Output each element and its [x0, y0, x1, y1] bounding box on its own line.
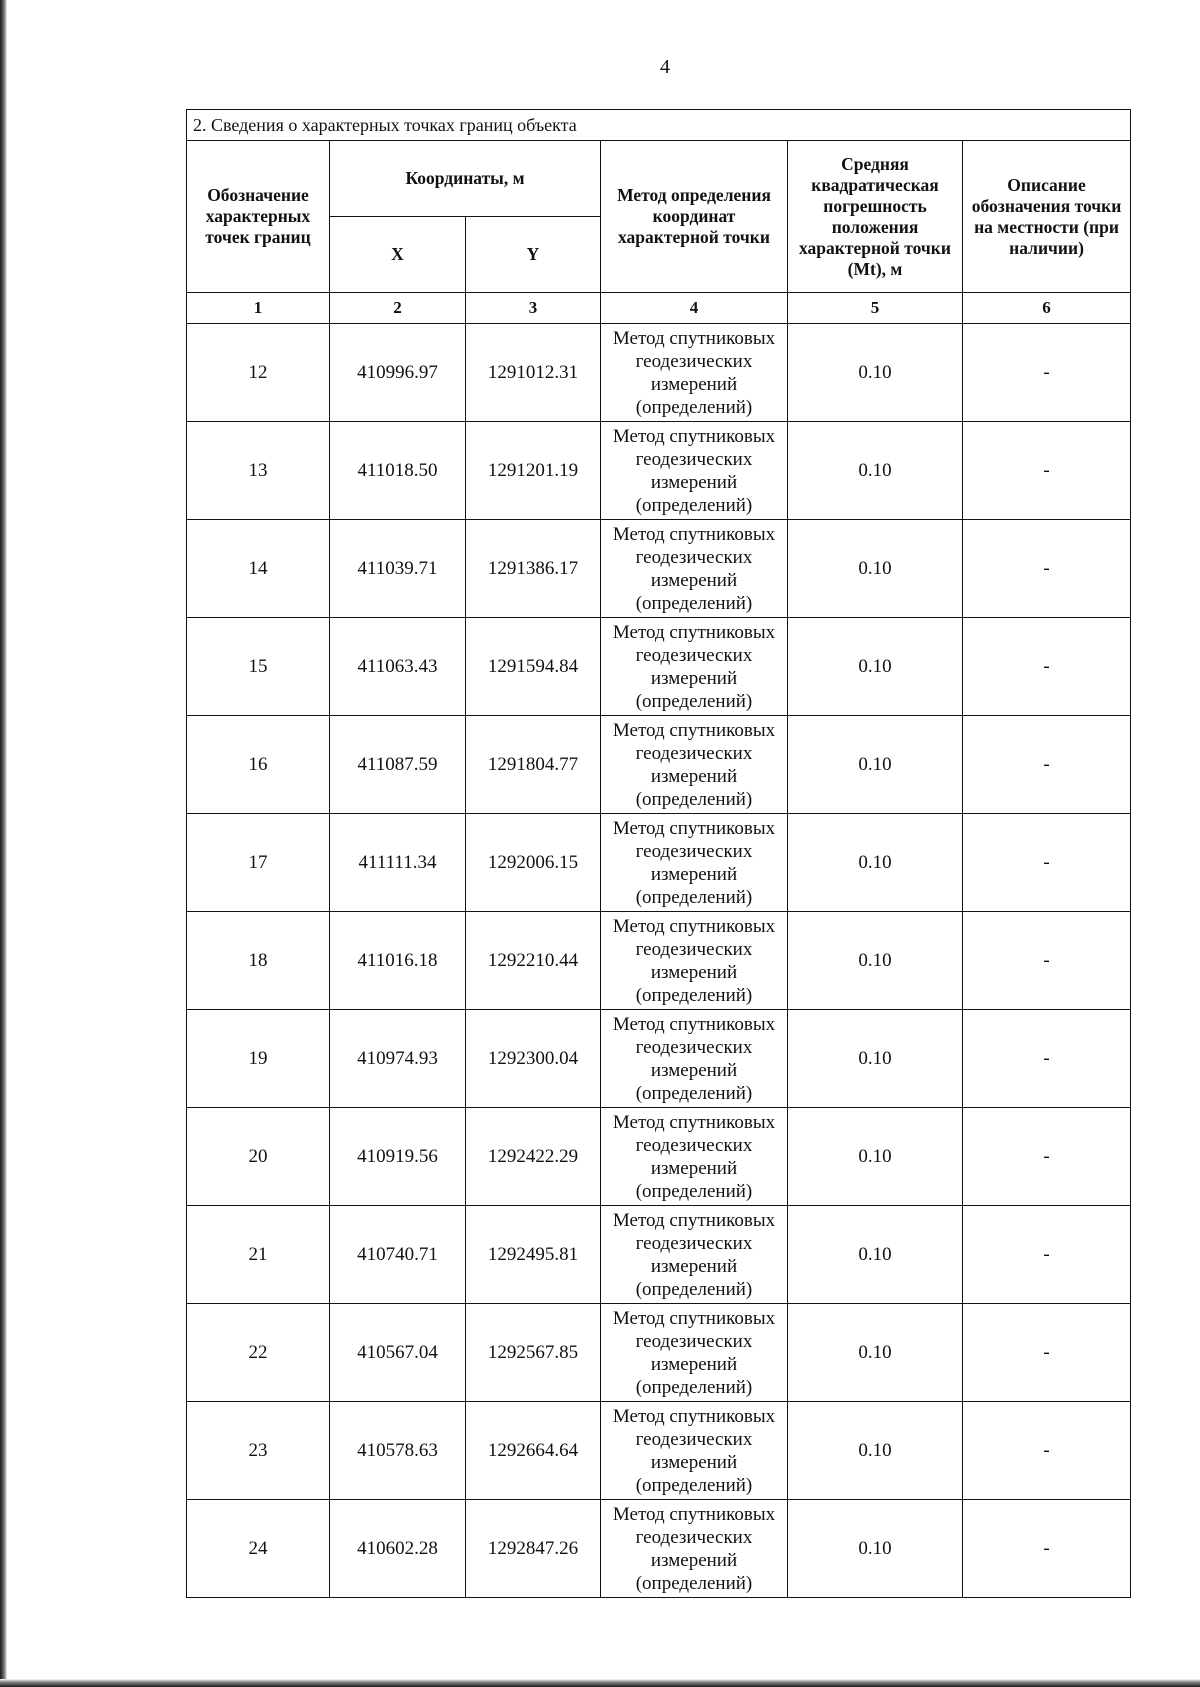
table-row — [187, 1304, 1131, 1402]
method-line: Метод спутниковых — [612, 523, 776, 545]
rms-error-cell: 0.10 — [788, 1402, 963, 1500]
point-number-cell: 22 — [187, 1304, 330, 1402]
description-cell: - — [963, 1010, 1131, 1108]
header-coordinates: Координаты, м — [330, 141, 601, 217]
rms-error-cell: 0.10 — [788, 1206, 963, 1304]
method-line: геодезических — [635, 546, 753, 568]
method-line: Метод спутниковых — [612, 915, 776, 937]
method-line: измерений — [650, 373, 738, 395]
method-cell — [601, 814, 788, 912]
y-coordinate-cell: 1292847.26 — [466, 1500, 601, 1598]
method-line: измерений — [650, 667, 738, 689]
description-cell: - — [963, 1402, 1131, 1500]
y-coordinate-cell: 1291201.19 — [466, 422, 601, 520]
method-line: измерений — [650, 1255, 738, 1277]
x-coordinate-cell: 410996.97 — [330, 324, 466, 422]
description-cell: - — [963, 1304, 1131, 1402]
method-line: измерений — [650, 863, 738, 885]
boundary-points-table — [186, 109, 1131, 1598]
rms-error-cell: 0.10 — [788, 1108, 963, 1206]
method-cell — [601, 1108, 788, 1206]
point-number-cell: 21 — [187, 1206, 330, 1304]
method-cell — [601, 1500, 788, 1598]
point-number-cell: 24 — [187, 1500, 330, 1598]
x-coordinate-cell: 411016.18 — [330, 912, 466, 1010]
table-row — [187, 1500, 1131, 1598]
column-number: 6 — [963, 293, 1131, 324]
rms-error-cell: 0.10 — [788, 1500, 963, 1598]
rms-error-cell: 0.10 — [788, 324, 963, 422]
table-row — [187, 716, 1131, 814]
point-number-cell: 13 — [187, 422, 330, 520]
table-row — [187, 1402, 1131, 1500]
method-line: измерений — [650, 1353, 738, 1375]
x-coordinate-cell: 411063.43 — [330, 618, 466, 716]
header-x: X — [330, 217, 466, 293]
table-row — [187, 618, 1131, 716]
y-coordinate-cell: 1292567.85 — [466, 1304, 601, 1402]
method-cell — [601, 1206, 788, 1304]
method-line: Метод спутниковых — [612, 1405, 776, 1427]
table-row — [187, 1108, 1131, 1206]
scan-edge-bottom — [0, 1679, 1200, 1687]
method-line: (определений) — [635, 984, 753, 1006]
table-body — [187, 324, 1131, 1598]
method-line: Метод спутниковых — [612, 425, 776, 447]
x-coordinate-cell: 411039.71 — [330, 520, 466, 618]
y-coordinate-cell: 1291594.84 — [466, 618, 601, 716]
method-line: (определений) — [635, 788, 753, 810]
method-line: геодезических — [635, 1526, 753, 1548]
header-method: Метод определения координат характерной точки — [601, 141, 788, 293]
description-cell: - — [963, 912, 1131, 1010]
y-coordinate-cell: 1291386.17 — [466, 520, 601, 618]
header-point-designation: Обозначение характерных точек границ — [187, 141, 330, 293]
method-cell — [601, 1010, 788, 1108]
rms-error-cell: 0.10 — [788, 716, 963, 814]
y-coordinate-cell: 1292210.44 — [466, 912, 601, 1010]
y-coordinate-cell: 1292300.04 — [466, 1010, 601, 1108]
method-line: Метод спутниковых — [612, 1209, 776, 1231]
description-cell: - — [963, 1108, 1131, 1206]
method-line: (определений) — [635, 690, 753, 712]
method-line: (определений) — [635, 1572, 753, 1594]
rms-error-cell: 0.10 — [788, 1010, 963, 1108]
header-description: Описание обозначения точки на местности (при наличии) — [963, 141, 1131, 293]
table-row — [187, 520, 1131, 618]
description-cell: - — [963, 1500, 1131, 1598]
table-row — [187, 912, 1131, 1010]
header-y: Y — [466, 217, 601, 293]
y-coordinate-cell: 1291804.77 — [466, 716, 601, 814]
description-cell: - — [963, 1206, 1131, 1304]
column-number: 4 — [601, 293, 788, 324]
x-coordinate-cell: 410567.04 — [330, 1304, 466, 1402]
section-title: 2. Сведения о характерных точках границ объекта — [187, 110, 1131, 141]
description-cell: - — [963, 422, 1131, 520]
rms-error-cell: 0.10 — [788, 814, 963, 912]
y-coordinate-cell: 1291012.31 — [466, 324, 601, 422]
method-line: измерений — [650, 1059, 738, 1081]
method-cell — [601, 912, 788, 1010]
x-coordinate-cell: 410919.56 — [330, 1108, 466, 1206]
method-line: измерений — [650, 1157, 738, 1179]
method-line: измерений — [650, 1549, 738, 1571]
table-row — [187, 1206, 1131, 1304]
point-number-cell: 18 — [187, 912, 330, 1010]
method-line: геодезических — [635, 1330, 753, 1352]
method-line: Метод спутниковых — [612, 817, 776, 839]
method-line: измерений — [650, 471, 738, 493]
method-line: Метод спутниковых — [612, 621, 776, 643]
method-line: (определений) — [635, 1376, 753, 1398]
method-line: (определений) — [635, 592, 753, 614]
method-cell — [601, 422, 788, 520]
y-coordinate-cell: 1292664.64 — [466, 1402, 601, 1500]
method-line: геодезических — [635, 938, 753, 960]
method-line: измерений — [650, 765, 738, 787]
method-line: Метод спутниковых — [612, 1307, 776, 1329]
rms-error-cell: 0.10 — [788, 1304, 963, 1402]
method-line: (определений) — [635, 1474, 753, 1496]
header-rms-error: Средняя квадратическая погрешность положения характерной точки (Mt), м — [788, 141, 963, 293]
table-row — [187, 422, 1131, 520]
method-cell — [601, 324, 788, 422]
rms-error-cell: 0.10 — [788, 912, 963, 1010]
method-line: (определений) — [635, 1278, 753, 1300]
description-cell: - — [963, 520, 1131, 618]
y-coordinate-cell: 1292495.81 — [466, 1206, 601, 1304]
x-coordinate-cell: 411111.34 — [330, 814, 466, 912]
x-coordinate-cell: 410974.93 — [330, 1010, 466, 1108]
y-coordinate-cell: 1292422.29 — [466, 1108, 601, 1206]
method-line: Метод спутниковых — [612, 719, 776, 741]
column-number: 1 — [187, 293, 330, 324]
method-cell — [601, 716, 788, 814]
method-line: геодезических — [635, 840, 753, 862]
table-row — [187, 814, 1131, 912]
x-coordinate-cell: 411087.59 — [330, 716, 466, 814]
rms-error-cell: 0.10 — [788, 618, 963, 716]
column-number: 5 — [788, 293, 963, 324]
method-line: геодезических — [635, 448, 753, 470]
scan-edge-left — [0, 0, 7, 1687]
method-cell — [601, 618, 788, 716]
point-number-cell: 15 — [187, 618, 330, 716]
rms-error-cell: 0.10 — [788, 422, 963, 520]
table-row — [187, 324, 1131, 422]
point-number-cell: 17 — [187, 814, 330, 912]
column-number: 3 — [466, 293, 601, 324]
method-line: (определений) — [635, 1180, 753, 1202]
method-line: геодезических — [635, 1036, 753, 1058]
point-number-cell: 19 — [187, 1010, 330, 1108]
point-number-cell: 14 — [187, 520, 330, 618]
point-number-cell: 12 — [187, 324, 330, 422]
method-cell — [601, 1402, 788, 1500]
y-coordinate-cell: 1292006.15 — [466, 814, 601, 912]
method-line: измерений — [650, 1451, 738, 1473]
method-line: геодезических — [635, 742, 753, 764]
column-number: 2 — [330, 293, 466, 324]
x-coordinate-cell: 411018.50 — [330, 422, 466, 520]
description-cell: - — [963, 814, 1131, 912]
method-line: измерений — [650, 569, 738, 591]
method-line: геодезических — [635, 350, 753, 372]
table-row — [187, 1010, 1131, 1108]
x-coordinate-cell: 410578.63 — [330, 1402, 466, 1500]
method-line: (определений) — [635, 396, 753, 418]
method-line: Метод спутниковых — [612, 1111, 776, 1133]
method-line: геодезических — [635, 644, 753, 666]
method-line: геодезических — [635, 1428, 753, 1450]
method-line: измерений — [650, 961, 738, 983]
method-line: (определений) — [635, 1082, 753, 1104]
method-line: геодезических — [635, 1232, 753, 1254]
rms-error-cell: 0.10 — [788, 520, 963, 618]
x-coordinate-cell: 410602.28 — [330, 1500, 466, 1598]
point-number-cell: 16 — [187, 716, 330, 814]
description-cell: - — [963, 618, 1131, 716]
point-number-cell: 20 — [187, 1108, 330, 1206]
x-coordinate-cell: 410740.71 — [330, 1206, 466, 1304]
method-line: Метод спутниковых — [612, 1503, 776, 1525]
method-line: Метод спутниковых — [612, 1013, 776, 1035]
description-cell: - — [963, 716, 1131, 814]
method-line: (определений) — [635, 886, 753, 908]
method-line: Метод спутниковых — [612, 327, 776, 349]
method-line: (определений) — [635, 494, 753, 516]
point-number-cell: 23 — [187, 1402, 330, 1500]
method-line: геодезических — [635, 1134, 753, 1156]
method-cell — [601, 1304, 788, 1402]
method-cell — [601, 520, 788, 618]
description-cell: - — [963, 324, 1131, 422]
page-number: 4 — [660, 56, 670, 78]
